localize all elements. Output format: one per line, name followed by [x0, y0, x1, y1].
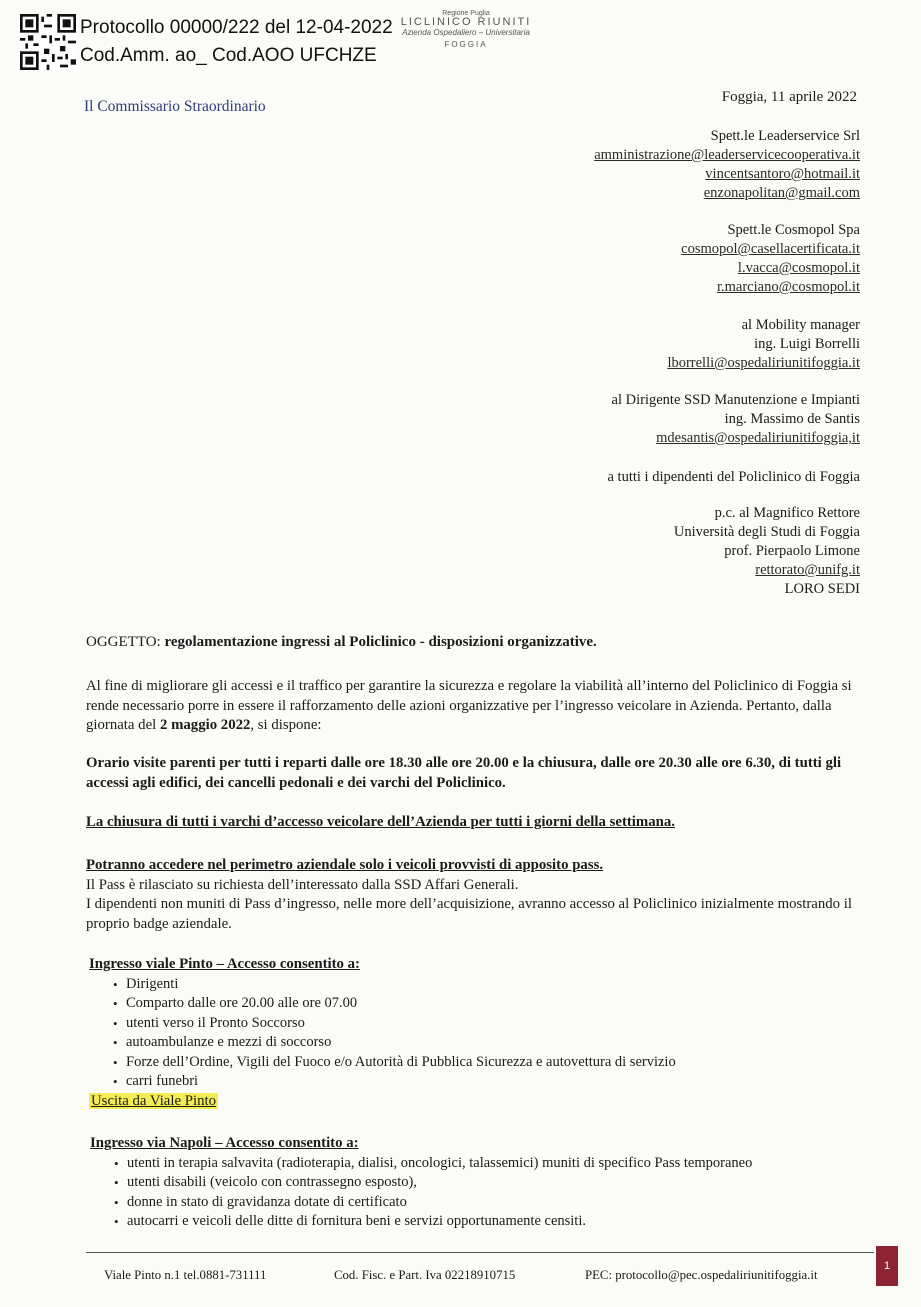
- subject-text: regolamentazione ingressi al Policlinico - disposizioni organizzative.: [164, 634, 597, 650]
- list-item: • utenti verso il Pronto Soccorso: [113, 1014, 884, 1034]
- protocol-codes: Cod.Amm. ao_ Cod.AOO UFCHZE: [80, 45, 377, 66]
- protocol-number: Protocollo 00000/222 del 12-04-2022: [80, 17, 393, 38]
- intro-paragraph: [86, 677, 881, 736]
- footer-divider: [86, 1252, 874, 1253]
- logo-subtitle: Azienda Ospedaliero – Universitaria: [402, 27, 530, 37]
- recipient-block: [674, 504, 860, 599]
- recipient-email[interactable]: enzonapolitan@gmail.com: [703, 185, 860, 201]
- recipient-name: Spett.le Cosmopol Spa: [727, 222, 860, 238]
- recipient-email[interactable]: l.vacca@cosmopol.it: [737, 260, 860, 276]
- recipient-block: [681, 221, 860, 297]
- recipient-name: Università degli Studi di Foggia: [673, 524, 860, 540]
- loro-sedi: LORO SEDI: [784, 581, 860, 597]
- subject-label: OGGETTO:: [86, 634, 161, 650]
- qr-code-icon: [20, 14, 76, 70]
- start-date: 2 maggio 2022: [159, 717, 251, 733]
- recipient-name: prof. Pierpaolo Limone: [724, 543, 860, 559]
- recipient-name: ing. Massimo de Santis: [724, 411, 860, 427]
- hospital-logo: [396, 10, 536, 50]
- list-item: • Comparto dalle ore 20.00 alle ore 07.00: [113, 994, 884, 1014]
- pinto-section: [89, 955, 884, 1111]
- footer-pec: PEC: protocollo@pec.ospedaliriunitifoggia.it: [585, 1268, 818, 1282]
- sender-title: Il Commissario Straordinario: [84, 98, 266, 115]
- list-item: • autoambulanze e mezzi di soccorso: [113, 1033, 884, 1053]
- pass-line: Il Pass è rilasciato su richiesta dell’interessato dalla SSD Affari Generali.: [86, 876, 519, 893]
- logo-region: Regione Puglia: [442, 10, 490, 17]
- list-item: • autocarri e veicoli delle ditte di fornitura beni e servizi opportunamente censiti.: [114, 1212, 885, 1232]
- recipient-name: al Mobility manager: [741, 317, 860, 333]
- page-number: 1: [876, 1246, 898, 1286]
- recipient-block: [612, 391, 860, 448]
- logo-city: FOGGIA: [444, 40, 488, 50]
- napoli-heading: Ingresso via Napoli – Accesso consentito a:: [90, 1135, 359, 1151]
- recipient-email[interactable]: mdesantis@ospedaliriunitifoggia,it: [656, 430, 860, 446]
- list-item: • utenti disabili (veicolo con contrassegno esposto),: [114, 1173, 885, 1193]
- recipient-email[interactable]: rettorato@unifg.it: [755, 562, 860, 578]
- letter-date: Foggia, 11 aprile 2022: [721, 89, 857, 105]
- list-item: • Dirigenti: [113, 975, 884, 995]
- recipient-email[interactable]: vincentsantoro@hotmail.it: [705, 166, 860, 182]
- pinto-exit: Uscita da Viale Pinto: [91, 1092, 217, 1109]
- pass-heading: Potranno accedere nel perimetro aziendale solo i veicoli provvisti di apposito pass.: [86, 857, 604, 873]
- visiting-hours: Orario visite parenti per tutti i reparti dalle ore 18.30 alle ore 20.00 e la chiusura, dalle ore 20.30 alle ore 6.30, di tutti gli accessi agli edifici, dei cancelli pedonali e dei varchi del Policlinico.: [86, 755, 842, 791]
- recipient-email[interactable]: cosmopol@casellacertificata.it: [681, 241, 860, 257]
- recipient-name: ing. Luigi Borrelli: [754, 336, 860, 352]
- pass-section: [86, 856, 881, 934]
- list-item: • donne in stato di gravidanza dotate di certificato: [114, 1193, 885, 1213]
- recipient-name: Spett.le Leaderservice Srl: [710, 128, 860, 144]
- list-item: • carri funebri: [113, 1072, 884, 1092]
- pass-line: I dipendenti non muniti di Pass d’ingresso, nelle more dell’acquisizione, avranno accesso al Policlinico inizialmente mostrando il proprio badge aziendale.: [86, 896, 852, 932]
- intro-tail: , si dispone:: [250, 717, 322, 733]
- pinto-heading: Ingresso viale Pinto – Accesso consentito a:: [89, 956, 360, 972]
- recipient-email[interactable]: r.marciano@cosmopol.it: [716, 279, 860, 295]
- napoli-section: [90, 1134, 885, 1232]
- list-item: • Forze dell’Ordine, Vigili del Fuoco e/o Autorità di Pubblica Sicurezza e autovettura di servizio: [113, 1053, 884, 1073]
- recipient-email[interactable]: lborrelli@ospedaliriunitifoggia.it: [667, 355, 860, 371]
- pinto-list: [113, 975, 884, 1092]
- footer-fiscal-code: Cod. Fisc. e Part. Iva 02218910715: [334, 1268, 516, 1282]
- recipient-name: p.c. al Magnifico Rettore: [714, 505, 860, 521]
- subject-line: [86, 634, 597, 651]
- intro-text: Al fine di migliorare gli accessi e il traffico per garantire la sicurezza e regolare la viabilità all’interno del Policlinico di Foggia si rende necessario porre in essere il rafforzamento delle azioni organizzative per l’ingresso veicolare in Azienda. Pertanto, dalla giornata del: [86, 678, 852, 733]
- napoli-list: [114, 1154, 885, 1232]
- recipient-name: al Dirigente SSD Manutenzione e Impianti: [611, 392, 860, 408]
- list-item: • utenti in terapia salvavita (radioterapia, dialisi, oncologici, talassemici) muniti di specifico Pass temporaneo: [114, 1154, 885, 1174]
- logo-name: LICLINICO RIUNITI: [400, 16, 532, 29]
- recipient-email[interactable]: amministrazione@leaderservicecooperativa.it: [594, 147, 860, 163]
- recipient-name: a tutti i dipendenti del Policlinico di Foggia: [607, 469, 860, 485]
- footer-address: Viale Pinto n.1 tel.0881-731111: [104, 1268, 267, 1282]
- closure-statement: La chiusura di tutti i varchi d’accesso veicolare dell’Azienda per tutti i giorni della settimana.: [86, 814, 675, 830]
- recipient-block: [667, 316, 860, 373]
- recipient-block: [607, 468, 860, 487]
- recipient-block: [594, 127, 860, 203]
